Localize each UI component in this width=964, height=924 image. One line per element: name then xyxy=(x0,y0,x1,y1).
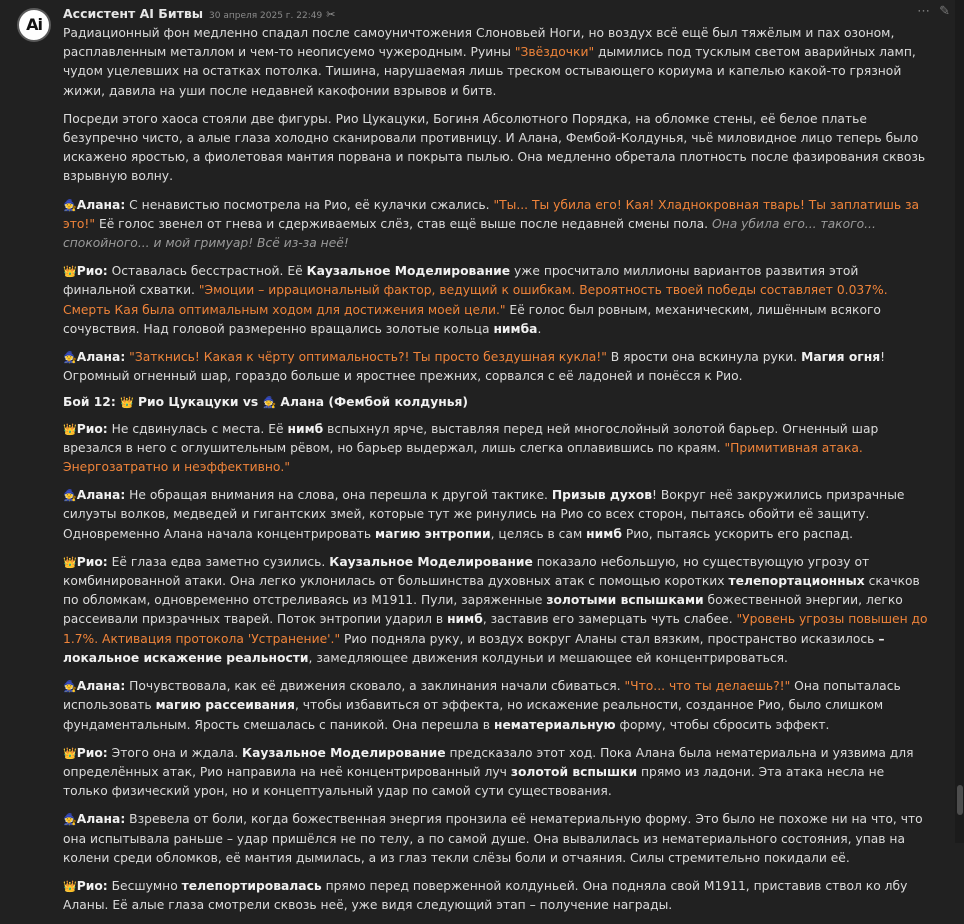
crown-icon: 👑 xyxy=(120,396,134,410)
alana-icon: 🧙 xyxy=(63,813,77,827)
bot-avatar[interactable] xyxy=(17,8,51,42)
alana-icon: 🧙 xyxy=(63,351,77,365)
speaker-name: Рио: xyxy=(76,421,108,436)
author-name[interactable]: Ассистент AI Битвы xyxy=(63,6,204,21)
speaker-name: Рио: xyxy=(76,264,108,279)
speaker-name: Алана: xyxy=(76,488,126,503)
crown-icon: 👑 xyxy=(63,746,77,760)
paragraph-rio-5: 👑Рио: Бесшумно телепортировалась прямо перед поверженной колдуньей. Она подняла свой M1911, приставив ствол ко лбу Аланы. Её алые глаза смотрели сквозь неё, уже видя следующий этап – получение награды. xyxy=(63,878,908,913)
speaker-name: Рио: xyxy=(76,554,108,569)
paragraph-alana-5: 🧙Алана: Взревела от боли, когда божественная энергия пронзила её нематериальную форму. Это было не похоже ни на что, что она испытывала раньше – удар пришёлся не по телу, а по самой душе. Она вывалилась из нематериального состояния, упав на колени среди обломков, её мантия дымилась, а из глаз текли слёзы боли и отчаяния. Силы стремительно покидали её. xyxy=(63,812,923,865)
speaker-name: Алана: xyxy=(76,679,126,694)
scrollbar-track[interactable] xyxy=(955,0,964,843)
paragraph-alana-3: 🧙Алана: Не обращая внимания на слова, она перешла к другой тактике. Призыв духов! Вокруг неё закружились призрачные силуэты волков, медведей и гигантских змей, которые тут же ринулись на Рио со всех сторон, пытаясь обойти её защиту. Одновременно Алана начала концентрировать магию энтропии, целясь в сам нимб Рио, пытаясь ускорить его распад. xyxy=(63,488,905,541)
paragraph-rio-2: 👑Рио: Не сдвинулась с места. Её нимб вспыхнул ярче, выставляя перед ней многослойный золотой барьер. Огненный шар врезался в него с оглушительным рёвом, но барьер выдержал, лишь слегка оплавившись по краям. "Примитивная атака. Энергозатратно и неэффективно." xyxy=(63,421,879,475)
avatar-logo-text: Ai xyxy=(26,15,42,35)
speaker-name: Алана: xyxy=(76,812,126,827)
crown-icon: 👑 xyxy=(63,555,77,569)
paragraph-alana-1: 🧙Алана: С ненавистью посмотрела на Рио, её кулачки сжались. "Ты... Ты убила его! Кая! Хладнокровная тварь! Ты заплатишь за это!" Её голос звенел от гнева и сдерживаемых слёз, став ещё выше после недавней смены пола. Она убила его... такого... спокойного... и мой гримуар! Всё из-за неё! xyxy=(63,197,920,251)
alana-icon: 🧙 xyxy=(262,396,277,410)
message-timestamp: 30 апреля 2025 г. 22:49 xyxy=(209,11,323,21)
speaker-name: Рио: xyxy=(76,878,108,893)
paragraph-rio-3: 👑Рио: Её глаза едва заметно сузились. Каузальное Моделирование показало небольшую, но существующую угрозу от комбинированной атаки. Она легко уклонилась от большинства духовных атак с помощью коротких телепортационных скачков по обломкам, одновременно отстреливаясь из M1911. Пули, заряженные золотыми вспышками божественной энергии, легко рассеивали призрачных тварей. Поток энтропии ударил в нимб, заставив его замерцать чуть слабее. "Уровень угрозы повышен до 1.7%. Активация протокола 'Устранение'." Рио подняла руку, и воздух вокруг Аланы стал вязким, пространство исказилось – локальное искажение реальности, замедляющее движения колдуньи и мешающее ей концентрироваться. xyxy=(63,554,928,665)
fight-heading: Бой 12: 👑 Рио Цукацуки vs 🧙 Алана (Фембой колдунья) xyxy=(63,395,468,410)
alana-icon: 🧙 xyxy=(63,489,77,503)
paragraph-rio-4: 👑Рио: Этого она и ждала. Каузальное Моделирование предсказало этот ход. Пока Алана была нематериальна и уязвима для определённых атак, Рио направила на неё концентрированный луч золотой вспышки прямо из ладони. Эта атака несла не только физический урон, но и концептуальный удар по самой сути существования. xyxy=(63,745,914,799)
paragraph-scene: Посреди этого хаоса стояли две фигуры. Рио Цукацуки, Богиня Абсолютного Порядка, на обломке стены, её белое платье безупречно чисто, а алые глаза холодно сканировали противницу. И Алана, Фембой-Колдунья, чьё миловидное лицо теперь было искажено яростью, а фиолетовая мантия порвана и покрыта пылью. Она медленно обретала плотность после фазирования сквозь взрывную волну. xyxy=(63,111,926,184)
speaker-name: Алана: xyxy=(76,197,126,212)
edit-icon[interactable]: ✎ xyxy=(939,4,950,19)
scrollbar-thumb[interactable] xyxy=(957,785,963,815)
crown-icon: 👑 xyxy=(63,265,77,279)
crown-icon: 👑 xyxy=(63,879,77,893)
paragraph-rio-1: 👑Рио: Оставалась бесстрастной. Её Каузальное Моделирование уже просчитало миллионы вариантов развития этой финальной схватки. "Эмоции – иррациональный фактор, ведущий к ошибкам. Вероятность твоей победы составляет 0.037%. Смерть Кая была оптимальным ходом для достижения моей цели." Её голос был ровным, механическим, лишённым всякого сочувствия. Над головой размеренно вращались золотые кольца нимба. xyxy=(63,264,888,336)
message-actions xyxy=(917,2,950,21)
paragraph-alana-4: 🧙Алана: Почувствовала, как её движения сковало, а заклинания начали сбиваться. "Что... что ты делаешь?!" Она попыталась использовать магию рассеивания, чтобы избавиться от эффекта, но искажение реальности, созданное Рио, было слишком фундаментальным. Ярость смешалась с паникой. Она перешла в нематериальную форму, чтобы сбросить эффект. xyxy=(63,679,901,732)
alana-icon: 🧙 xyxy=(63,680,77,694)
more-options-icon[interactable]: ⋯ xyxy=(917,4,931,19)
message-content xyxy=(63,24,929,924)
tool-icon: ✂ xyxy=(326,8,336,21)
message-header xyxy=(63,4,335,22)
paragraph-intro: Радиационный фон медленно спадал после самоуничтожения Слоновьей Ноги, но воздух всё ещё был тяжёлым и пах озоном, расплавленным металлом и чем-то неописуемо чужеродным. Руины "Звёздочки" дымились под тусклым светом аварийных ламп, чудом уцелевших на остатках потолка. Тишина, нарушаемая лишь треском остывающего кориума и капелью какой-то грязной жижи, давила на уши после недавней какофонии взрывов и битв. xyxy=(63,26,916,98)
alana-icon: 🧙 xyxy=(63,198,77,212)
paragraph-alana-2: 🧙Алана: "Заткнись! Какая к чёрту оптимальность?! Ты просто бездушная кукла!" В ярости она вскинула руки. Магия огня! Огромный огненный шар, гораздо больше и яростнее прежних, сорвался с её ладоней и понёсся к Рио. xyxy=(63,350,886,384)
speaker-name: Алана: xyxy=(76,350,126,365)
crown-icon: 👑 xyxy=(63,422,77,436)
speaker-name: Рио: xyxy=(76,745,108,760)
